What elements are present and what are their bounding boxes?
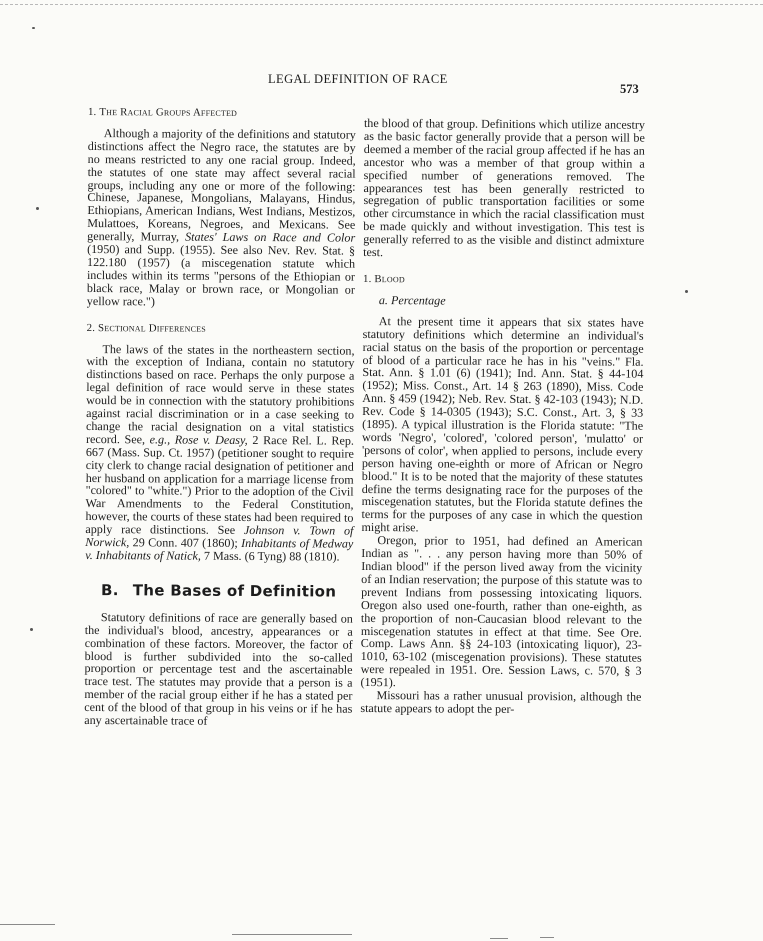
scan-bottom-mark xyxy=(490,938,508,939)
paragraph: Although a majority of the definitions and statutory distinctions affect the Negro race, the statutes are by no means restricted to any one racial group. Indeed, the statutes of one state may affect several racial groups, including any one or more of the following: Chinese, Japanese, Mongolians, Malayans, Hindus, Ethiopians, American Indians, West Indians, Mestizos, Mulattoes, Koreans, Negroes, and Mexicans. See generally, Murray, States' Laws on Race and Color (1950) and Supp. (1955). See also Nev. Rev. Stat. § 122.180 (1957) (a miscegenation statute which includes within its terms "persons of the Ethiopian or black race, Malay or brown race, or Mongolian or yellow race.") xyxy=(86,126,356,309)
section-number: 1. xyxy=(87,106,97,119)
citation: e.g., Rose v. Deasy, xyxy=(149,432,248,447)
section-title: Sectional Differences xyxy=(98,321,206,335)
citation: States' Laws on Race and Color xyxy=(185,229,356,245)
section-letter: B. xyxy=(100,580,119,600)
page-number: 573 xyxy=(620,82,639,96)
scan-bottom-mark xyxy=(540,937,554,938)
section-heading-sectional-differences xyxy=(87,322,355,337)
paragraph: Oregon, prior to 1951, had defined an American Indian as ". . . any person having more than 50% of Indian blood" if the person lived away from the vicinity of an Indian reservation; the purpose of this statute was to prevent Indians from possessing intoxicating liquors. Oregon also used one-fourth, rather than one-eighth, as the proportion of non-Caucasian blood relevant to the miscegenation statutes in effect at that time. See Ore. Comp. Laws Ann. §§ 24-103 (intoxicating liquor), 23-1010, 63-102 (miscegenation provisions). These statutes were repealed in 1951. Ore. Session Laws, c. 570, § 3 (1951). xyxy=(360,533,643,690)
section-heading-bases xyxy=(85,580,353,601)
paragraph: Missouri has a rather unusual provision, although the statute appears to adopt the per- xyxy=(360,688,642,716)
scan-speck xyxy=(32,27,35,29)
section-heading-racial-groups xyxy=(88,106,356,121)
section-number: 1. xyxy=(362,272,372,286)
paragraph: At the present time it appears that six states have statutory definitions which determine an individual's racial status on the basis of the proportion or percentage of blood of a particular race he has in his "veins." Fla. Stat. Ann. § 1.01 (6) (1941); Ind. Ann. Stat. § 44-104 (1952); Miss. Const., Art. 14 § 263 (1890), Miss. Code Ann. § 459 (1942); Neb. Rev. Stat. § 42-103 (1943); N.D. Rev. Code § 14-0305 (1943); S.C. Const., Art. 3, § 33 (1895). A typical illustration is the Florida statute: "The words 'Negro', 'colored', 'colored person', 'mulatto' or 'persons of color', when applied to persons, include every person having one-eighth or more of African or Negro blood." It is to be noted that the majority of these statutes define the terms designating race for the purposes of the miscegenation statutes, but the Florida statute defines the terms for the purposes of any case in which the question might arise. xyxy=(361,313,644,535)
paragraph: Statutory definitions of race are generally based on the individual's blood, ancestry, appearances or a combination of these factors. Moreover, the factor of blood is further subdivided into the so-called proportion or percentage test and the ascertainable trace test. The statutes may provide that a person is a member of the racial group either if he has a stated per cent of the blood of that group in his veins or if he has any ascertainable trace of xyxy=(84,609,353,728)
left-column xyxy=(84,106,356,729)
citation: Inhabitants of Medway v. Inhabitants of Natick, xyxy=(85,536,354,563)
scan-bottom-mark xyxy=(0,924,55,925)
right-column xyxy=(360,117,645,717)
running-head: LEGAL DEFINITION OF RACE xyxy=(268,72,448,86)
scan-speck xyxy=(685,290,688,293)
section-title: The Bases of Definition xyxy=(132,581,337,601)
section-title: The Racial Groups Affected xyxy=(99,106,238,119)
scan-speck xyxy=(36,207,39,210)
section-title: Blood xyxy=(374,273,405,286)
subsection-heading-percentage: a. Percentage xyxy=(378,292,446,308)
citation: Johnson v. Town of Norwick, xyxy=(85,523,354,550)
paragraph: the blood of that group. Definitions which utilize ancestry as the basic factor generally provide that a person will be deemed a member of the racial group affected if he has an ancestor who was a member of that group within a specified number of generations removed. The appearances test has been generally restricted to segregation of public transportation facilities or some other circumstance in which the racial classification must be made quickly and without investigation. This test is generally referred to as the visible and distinct admixture test. xyxy=(363,116,646,260)
scan-bottom-mark xyxy=(232,934,352,935)
scan-top-edge xyxy=(0,4,763,5)
scan-speck xyxy=(30,628,33,631)
paragraph: The laws of the states in the northeastern section, with the exception of Indiana, contain no statutory distinctions based on race. Perhaps the only purpose a legal definition of race would serve in these states would be in connection with the statutory prohibitions against racial discrimination or in a case seeking to change the racial designation on a vital statistics record. See, e.g., Rose v. Deasy, 2 Race Rel. L. Rep. 667 (Mass. Sup. Ct. 1957) (petitioner sought to require city clerk to change racial designation of petitioner and her husband on application for a marriage license from "colored" to "white.") Prior to the adoption of the Civil War Amendments to the Federal Constitution, however, the courts of these states had been required to apply race distinctions. See Johnson v. Town of Norwick, 29 Conn. 407 (1860); Inhabitants of Medway v. Inhabitants of Natick, 7 Mass. (6 Tyng) 88 (1810). xyxy=(85,341,355,564)
section-number: 2. xyxy=(86,321,96,334)
